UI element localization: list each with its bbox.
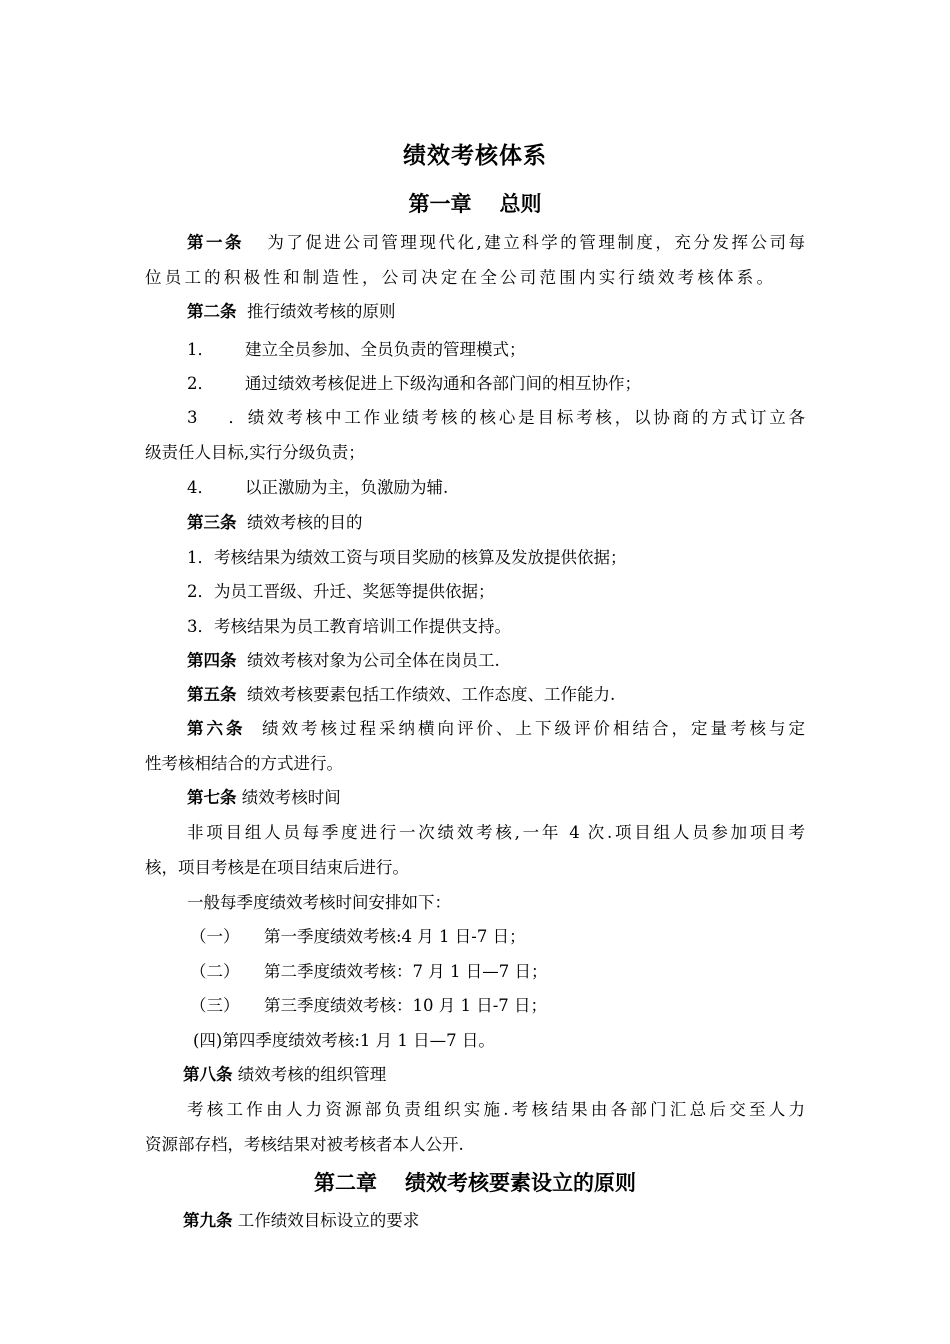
article-1-label: 第一条 [187, 233, 245, 252]
chapter-2-number: 第二章 [314, 1171, 377, 1195]
chapter-1-name: 总则 [499, 192, 542, 216]
article-3-heading [187, 511, 363, 535]
article-2-text: 推行绩效考核的原则 [247, 302, 396, 321]
article-9-label: 第九条 [183, 1211, 233, 1230]
article-3-text: 绩效考核的目的 [247, 513, 363, 532]
article-8-heading [183, 1063, 386, 1087]
article-7-paragraph-1-line-2: 核，项目考核是在项目结束后进行。 [145, 858, 409, 877]
article-8-label: 第八条 [183, 1065, 233, 1084]
article-7-schedule-2: （二） 第二季度绩效考核：7 月 1 日—7 日； [190, 962, 548, 981]
article-8-line-1: 考核工作由人力资源部负责组织实施.考核结果由各部门汇总后交至人力 [187, 1100, 805, 1119]
chapter-1-heading [0, 189, 950, 219]
chapter-2-heading [0, 1168, 950, 1198]
article-7-schedule-3: （三） 第三季度绩效考核：10 月 1 日-7 日； [190, 996, 548, 1015]
article-7-schedule-1: （一） 第一季度绩效考核:4 月 1 日-7 日； [190, 927, 526, 946]
article-9-text: 工作绩效目标设立的要求 [237, 1211, 420, 1230]
article-2-item-1: 1． 建立全员参加、全员负责的管理模式； [187, 340, 526, 359]
article-2-item-3-continued: 级责任人目标,实行分级负责； [145, 443, 365, 462]
article-4-text: 绩效考核对象为公司全体在岗员工. [247, 651, 500, 670]
chapter-2-name: 绩效考核要素设立的原则 [405, 1171, 636, 1195]
article-7-heading [187, 786, 341, 810]
article-2-item-4: 4． 以正激励为主，负激励为辅. [187, 478, 449, 497]
article-3-label: 第三条 [187, 513, 237, 532]
article-2-heading [187, 300, 396, 324]
article-6-line-1 [187, 717, 805, 741]
article-6-line-2: 性考核相结合的方式进行。 [145, 754, 343, 773]
article-5 [187, 683, 615, 707]
article-4-label: 第四条 [187, 651, 237, 670]
article-6-text: 绩效考核过程采纳横向评价、上下级评价相结合，定量考核与定 [262, 719, 805, 738]
article-5-text: 绩效考核要素包括工作绩效、工作态度、工作能力. [247, 685, 616, 704]
article-1-line-2: 位员工的积极性和制造性，公司决定在全公司范围内实行绩效考核体系。 [145, 268, 773, 287]
article-3-item-2: 2．为员工晋级、升迁、奖惩等提供依据； [187, 582, 495, 601]
article-1-text: 为了促进公司管理现代化,建立科学的管理制度，充分发挥公司每 [267, 233, 805, 252]
article-1-line-1 [187, 231, 805, 255]
article-5-label: 第五条 [187, 685, 237, 704]
article-3-item-1: 1．考核结果为绩效工资与项目奖励的核算及发放提供依据； [187, 548, 627, 567]
article-7-text: 绩效考核时间 [241, 788, 341, 807]
article-4 [187, 649, 500, 673]
article-2-item-3: 3．绩效考核中工作业绩考核的核心是目标考核，以协商的方式订立各 [187, 408, 805, 427]
article-2-label: 第二条 [187, 302, 237, 321]
article-2-item-2: 2． 通过绩效考核促进上下级沟通和各部门间的相互协作； [187, 374, 641, 393]
article-7-label: 第七条 [187, 788, 237, 807]
article-8-text: 绩效考核的组织管理 [237, 1065, 387, 1084]
article-7-paragraph-2: 一般每季度绩效考核时间安排如下： [187, 893, 451, 912]
document-title: 绩效考核体系 [403, 143, 547, 169]
article-6-label: 第六条 [187, 719, 246, 738]
article-8-line-2: 资源部存档，考核结果对被考核者本人公开. [145, 1135, 464, 1154]
article-3-item-3: 3．考核结果为员工教育培训工作提供支持。 [187, 617, 511, 636]
article-9-heading [183, 1209, 419, 1233]
article-7-schedule-4: (四)第四季度绩效考核:1 月 1 日—7 日。 [193, 1031, 495, 1050]
chapter-1-number: 第一章 [408, 192, 472, 216]
article-7-paragraph-1-line-1: 非项目组人员每季度进行一次绩效考核,一年 4 次.项目组人员参加项目考 [187, 823, 805, 842]
